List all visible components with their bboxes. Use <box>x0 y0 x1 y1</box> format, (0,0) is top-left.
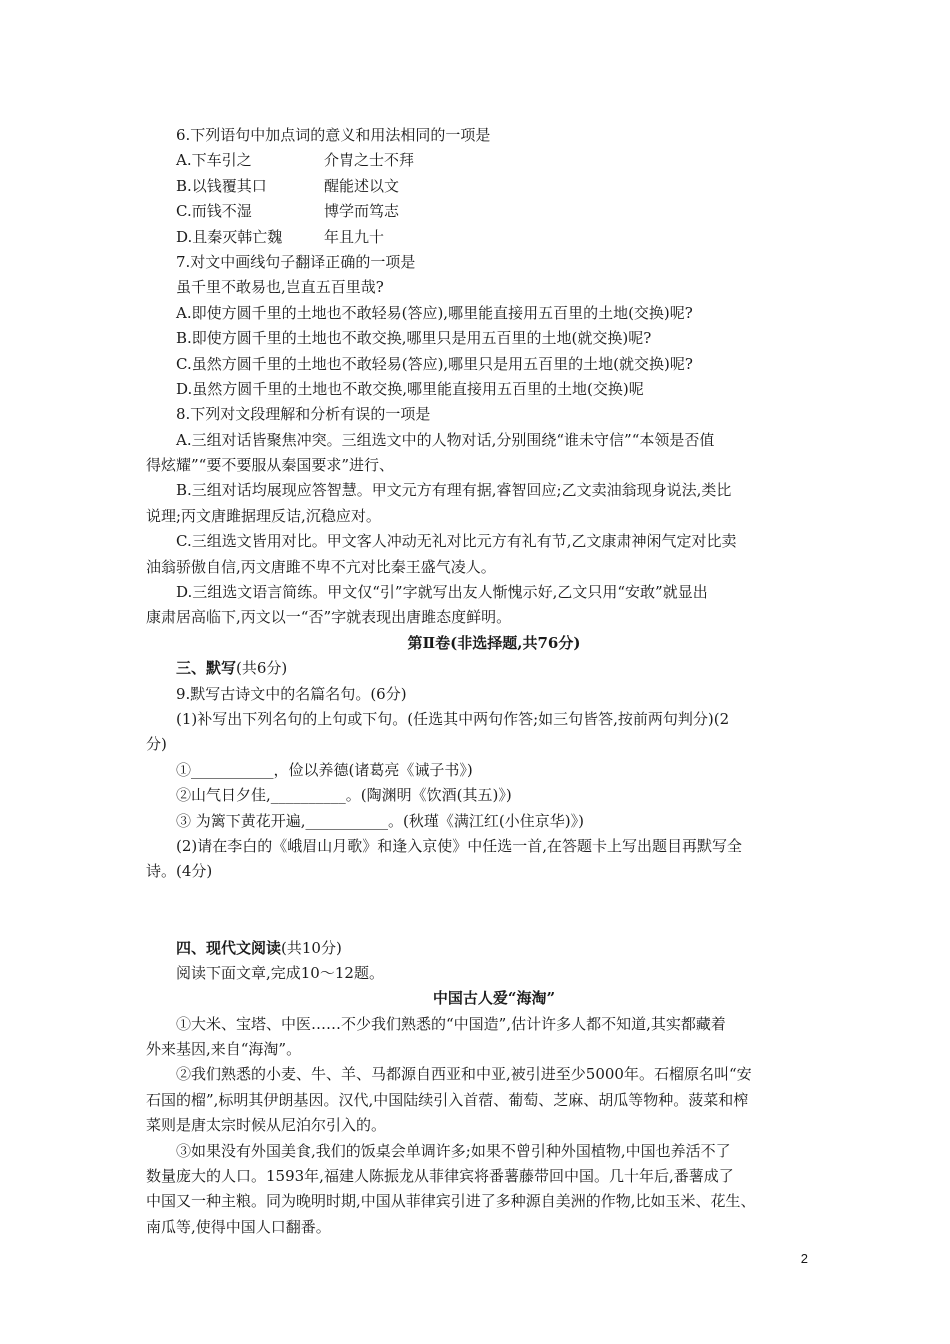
article-para3-line4: 南瓜等,使得中国人口翻番。 <box>146 1217 331 1236</box>
q6-option-c: C.而钱不湿 博学而笃志 <box>176 202 400 221</box>
q6-stem: 6.下列语句中加点词的意义和用法相同的一项是 <box>176 126 491 144</box>
q8-option-d-line1: D.三组选文语言简练。甲文仅“引”字就写出友人惭愧示好,乙文只用“安敢”就显出 <box>176 583 708 602</box>
article-para2-line3: 菜则是唐太宗时候从尼泊尔引入的。 <box>146 1116 387 1135</box>
section4-instruction: 阅读下面文章,完成10～12题。 <box>176 963 384 982</box>
section3-heading: 三、默写(共6分) <box>176 659 288 678</box>
q7-option-a: A.即使方圆千里的土地也不敢轻易(答应),哪里能直接用五百里的土地(交换)呢? <box>176 303 693 322</box>
article-para1-line1: ①大米、宝塔、中医……不少我们熟悉的“中国造”,估计许多人都不知道,其实都藏着 <box>176 1014 726 1033</box>
q9-blank-1: ①___________，俭以养德(诸葛亮《诫子书》) <box>176 760 473 779</box>
q8-option-c-line2: 油翁骄傲自信,丙文唐雎不卑不亢对比秦王盛气凌人。 <box>146 557 496 576</box>
section4-heading: 四、现代文阅读(共10分) <box>176 938 342 957</box>
q9-sub2-line2: 诗。(4分) <box>146 862 213 881</box>
q8-option-b-line1: B.三组对话均展现应答智慧。甲文元方有理有据,睿智回应;乙文卖油翁现身说法,类比 <box>176 481 732 500</box>
article-para1-line2: 外来基因,来自“海淘”。 <box>146 1040 302 1059</box>
article-para2-line1: ②我们熟悉的小麦、牛、羊、马都源自西亚和中亚,被引进至少5000年。石榴原名叫“安 <box>176 1065 752 1084</box>
q9-sub2-line1: (2)请在李白的《峨眉山月歌》和逢入京使》中任选一首,在答题卡上写出题目再默写全 <box>176 836 743 855</box>
q7-option-b: B.即使方圆千里的土地也不敢交换,哪里只是用五百里的土地(就交换)呢? <box>176 329 652 348</box>
q7-option-d: D.虽然方圆千里的土地也不敢交换,哪里能直接用五百里的土地(交换)呢 <box>176 379 644 398</box>
spacer <box>176 885 812 936</box>
article-para2-line2: 石国的榴”,标明其伊朗基因。汉代,中国陆续引入首蓿、葡萄、芝麻、胡瓜等物种。菠菜和榨 <box>146 1090 749 1109</box>
q6-option-b: B.以钱覆其口 醒能述以文 <box>176 176 400 195</box>
q9-stem: 9.默写古诗文中的名篇名句。(6分) <box>176 684 407 703</box>
q6-option-d: D.且秦灭韩亡魏 年且九十 <box>176 227 385 246</box>
q8-option-b-line2: 说理;丙文唐雎据理反诘,沉稳应对。 <box>146 506 381 525</box>
q7-quote: 虽千里不敢易也,岂直五百里哉? <box>176 278 384 297</box>
q9-sub1-line2: 分) <box>146 735 167 754</box>
article-para3-line1: ③如果没有外国美食,我们的饭桌会单调许多;如果不曾引种外国植物,中国也养活不了 <box>176 1141 731 1160</box>
q7-option-c: C.虽然方圆千里的土地也不敢轻易(答应),哪里只是用五百里的土地(就交换)呢? <box>176 354 693 373</box>
q9-blank-2: ②山气日夕佳,__________。(陶渊明《饮酒(其五)》) <box>176 786 512 805</box>
article-title: 中国古人爱“海淘” <box>432 989 556 1008</box>
page-number: 2 <box>800 1251 808 1266</box>
article-para3-line3: 中国又一种主粮。同为晚明时期,中国从菲律宾引进了多种源自美洲的作物,比如玉米、花生、 <box>146 1192 756 1211</box>
q9-sub1-line1: (1)补写出下列名句的上句或下句。(任选其中两句作答;如三句皆答,按前两句判分)(2 <box>176 709 730 728</box>
q8-option-d-line2: 康肃居高临下,丙文以一“否”字就表现出唐雎态度鲜明。 <box>146 608 512 627</box>
q9-blank-3: ③ 为篱下黄花开遍,___________。(秋瑾《满江红(小住京华)》) <box>176 811 584 830</box>
q8-option-a-line2: 得炫耀”“要不要服从秦国要求”进行、 <box>146 456 395 475</box>
article-para3-line2: 数量庞大的人口。1593年,福建人陈振龙从菲律宾将番薯藤带回中国。几十年后,番薯成了 <box>146 1167 734 1186</box>
q8-option-c-line1: C.三组选文皆用对比。甲文客人冲动无礼对比元方有礼有节,乙文康肃神闲气定对比卖 <box>176 532 737 551</box>
q7-stem: 7.对文中画线句子翻译正确的一项是 <box>176 252 416 271</box>
page-content <box>146 123 812 1240</box>
q8-option-a-line1: A.三组对话皆聚焦冲突。三组选文中的人物对话,分别围绕“谁未守信”“本领是否值 <box>176 430 715 449</box>
q8-stem: 8.下列对文段理解和分析有误的一项是 <box>176 405 431 424</box>
part2-title: 第Ⅱ卷(非选择题,共76分) <box>407 633 581 652</box>
q6-option-a: A.下车引之 介胄之士不拜 <box>176 151 415 170</box>
